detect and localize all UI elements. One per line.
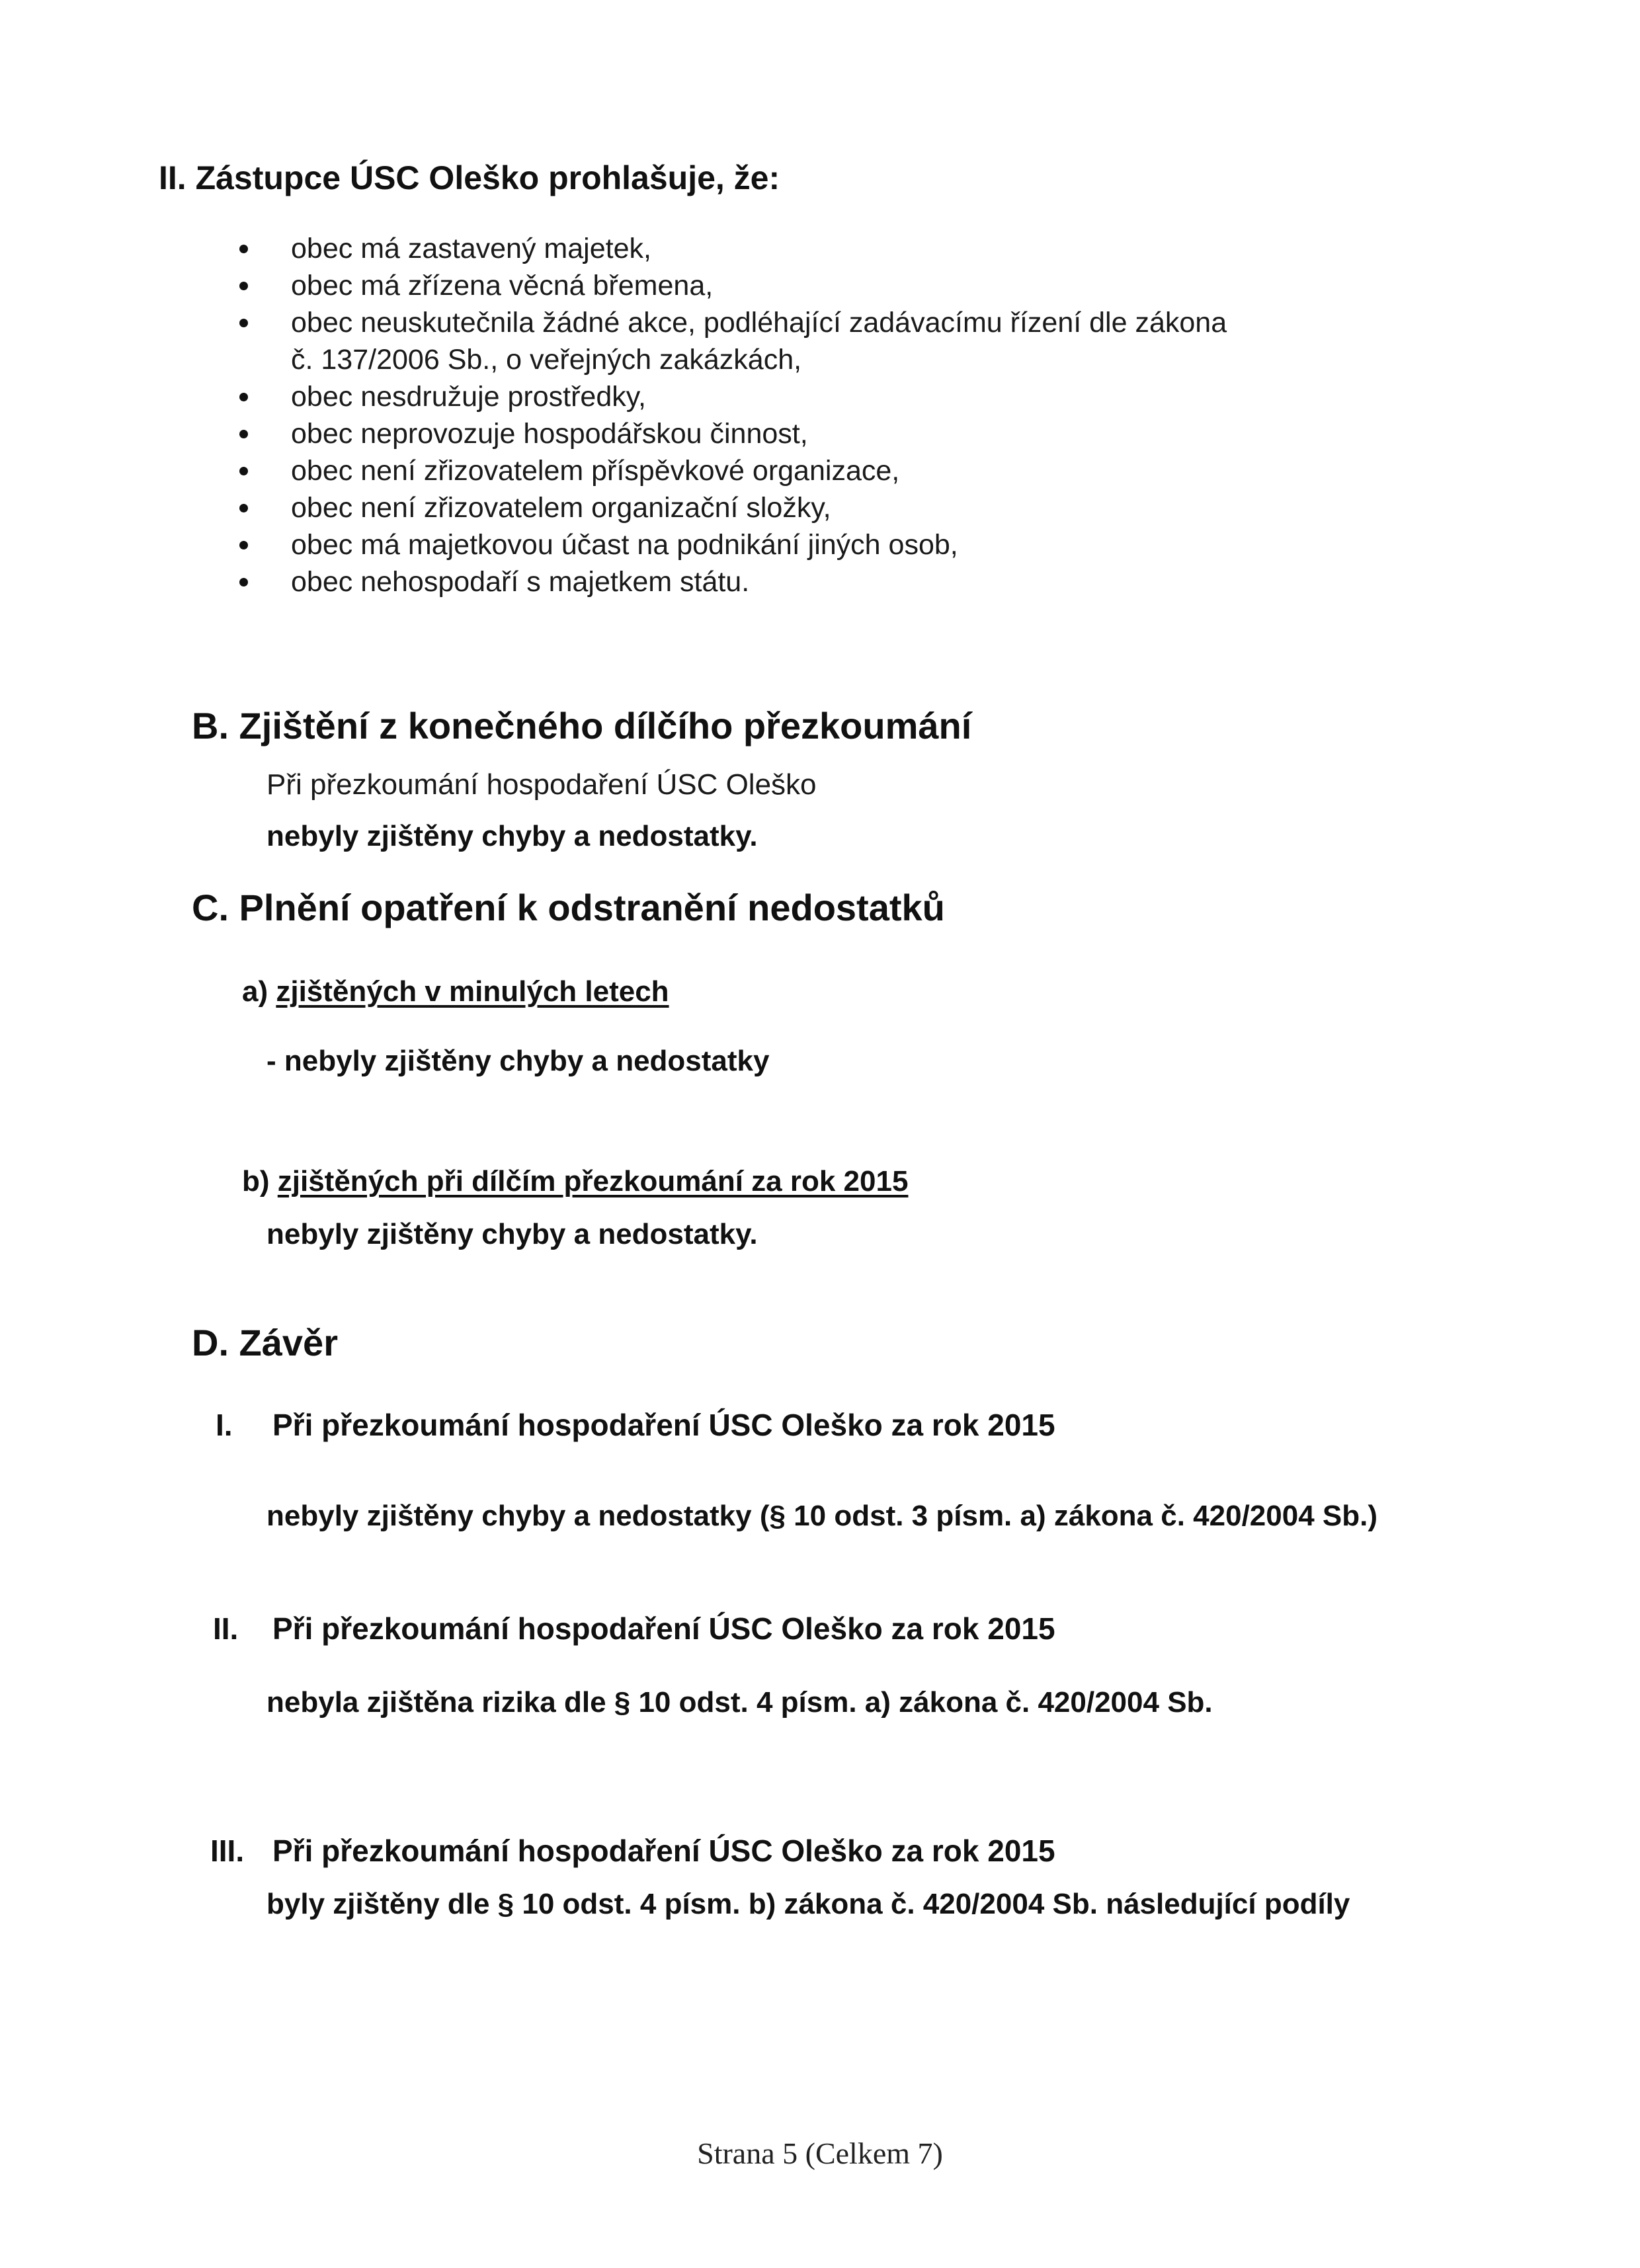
conclusion-text: nebyla zjištěna rizika dle § 10 odst. 4 písm. a) zákona č. 420/2004 Sb. (266, 1686, 1213, 1719)
section-c-b-underlined: zjištěných při dílčím přezkoumání za rok 2015 (277, 1165, 909, 1197)
section-b-text: Při přezkoumání hospodaření ÚSC Oleško (266, 768, 817, 801)
list-item: obec má zřízena věcná břemena, (218, 267, 1227, 304)
conclusion-text: byly zjištěny dle § 10 odst. 4 písm. b) zákona č. 420/2004 Sb. následující podíly (266, 1888, 1350, 1920)
bullet-icon (239, 319, 248, 327)
list-item: obec není zřizovatelem organizační složky, (218, 489, 1227, 526)
bullet-icon (239, 393, 248, 401)
conclusion-heading: Při přezkoumání hospodaření ÚSC Oleško za rok 2015 (272, 1408, 1055, 1442)
conclusion-heading: Při přezkoumání hospodaření ÚSC Oleško za rok 2015 (272, 1834, 1055, 1868)
section-c-a-result: - nebyly zjištěny chyby a nedostatky (266, 1045, 770, 1077)
bullet-icon (239, 245, 248, 253)
list-item: obec neuskutečnila žádné akce, podléhající zadávacímu řízení dle zákona č. 137/2006 Sb., o veřejných zakázkách, (218, 304, 1227, 378)
list-item: obec nehospodaří s majetkem státu. (218, 563, 1227, 600)
bullet-icon (239, 282, 248, 290)
section-c-b-result: nebyly zjištěny chyby a nedostatky. (266, 1218, 758, 1250)
conclusion-number: III. (210, 1834, 245, 1868)
section-b-result: nebyly zjištěny chyby a nedostatky. (266, 820, 758, 852)
page-footer: Strana 5 (Celkem 7) (697, 2136, 943, 2170)
section-b-title: B. Zjištění z konečného dílčího přezkoumání (192, 705, 972, 747)
bullet-icon (239, 541, 248, 549)
bullet-icon (239, 504, 248, 512)
list-item: obec neprovozuje hospodářskou činnost, (218, 415, 1227, 452)
conclusion-number: I. (216, 1408, 233, 1442)
list-item: obec má majetkovou účast na podnikání jiných osob, (218, 526, 1227, 563)
list-item: obec není zřizovatelem příspěvkové organizace, (218, 452, 1227, 489)
list-item: obec nesdružuje prostředky, (218, 378, 1227, 415)
section-c-a-label: a) zjištěných v minulých letech (242, 975, 669, 1008)
section-ii-heading: II. Zástupce ÚSC Oleško prohlašuje, že: (159, 159, 780, 196)
declaration-list (218, 230, 1227, 600)
bullet-icon (239, 467, 248, 475)
conclusion-text: nebyly zjištěny chyby a nedostatky (§ 10 odst. 3 písm. a) zákona č. 420/2004 Sb.) (266, 1500, 1378, 1532)
section-d-title: D. Závěr (192, 1322, 338, 1363)
section-c-title: C. Plnění opatření k odstranění nedostatků (192, 887, 945, 928)
conclusion-heading: Při přezkoumání hospodaření ÚSC Oleško za rok 2015 (272, 1611, 1055, 1646)
section-c-a-underlined: zjištěných v minulých letech (276, 975, 669, 1008)
conclusion-number: II. (213, 1611, 239, 1646)
list-item: obec má zastavený majetek, (218, 230, 1227, 267)
section-c-b-label: b) zjištěných při dílčím přezkoumání za rok 2015 (242, 1165, 909, 1197)
bullet-icon (239, 430, 248, 438)
bullet-icon (239, 578, 248, 587)
